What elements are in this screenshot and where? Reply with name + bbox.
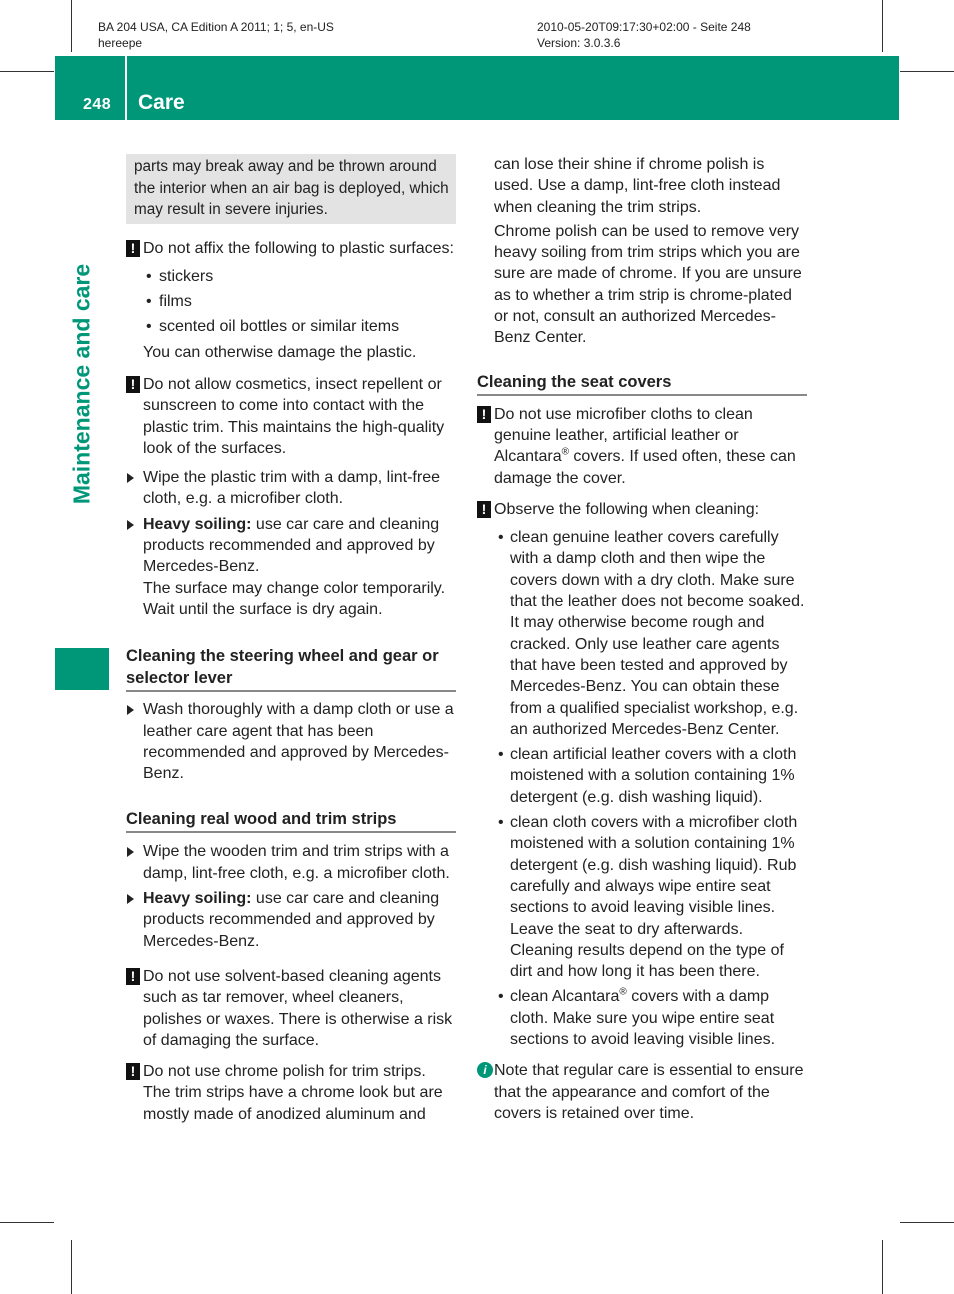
step-label: Heavy soiling: <box>143 890 252 908</box>
list-item: • clean genuine leather covers carefully with a damp cloth and then wipe the covers down with a dry cloth. Make sure that the leather does not become soaked. It may otherwise become rough and cracked. Only use leather care agents that have been tested and approved by Mercedes-Benz. You can obtain these from a qualified specialist workshop, e.g. an authorized Mercedes-Benz Center. <box>498 529 805 738</box>
note-block <box>126 966 456 1051</box>
bullet-icon: • <box>146 318 152 336</box>
band-divider <box>125 56 127 120</box>
note-block <box>477 499 807 520</box>
warning-box: parts may break away and be thrown around the interior when an air bag is deployed, which may result in severe injuries. <box>126 154 456 224</box>
step-result: The surface may change color temporarily. Wait until the surface is dry again. <box>143 579 446 618</box>
registered-mark: ® <box>619 987 627 999</box>
header-edition: BA 204 USA, CA Edition A 2011; 1; 5, en-US <box>98 20 334 34</box>
section-heading: Cleaning the seat covers <box>477 371 807 396</box>
note-block <box>477 404 807 489</box>
list-item: • clean Alcantara® covers with a damp cloth. Make sure you wipe entire seat sections to avoid leaving visible lines. <box>498 987 776 1048</box>
section-band <box>55 56 899 120</box>
step-text: Wipe the plastic trim with a damp, lint-free cloth, e.g. a microfiber cloth. <box>143 469 440 508</box>
section-heading: Cleaning the steering wheel and gear or selector lever <box>126 645 456 692</box>
note-followup: You can otherwise damage the plastic. <box>143 343 417 361</box>
note-text: Do not use microfiber cloths to clean genuine leather, artificial leather or Alcantara <box>494 405 753 466</box>
header-version: Version: 3.0.3.6 <box>537 36 621 50</box>
step-text: Wipe the wooden trim and trim strips with a damp, lint-free cloth, e.g. a microfiber cloth. <box>143 843 450 882</box>
action-step <box>126 888 456 952</box>
crop-mark <box>71 1240 72 1294</box>
arrow-right-icon <box>127 705 134 715</box>
crop-mark <box>900 71 954 72</box>
continued-text: can lose their shine if chrome polish is used. Use a damp, lint-free cloth instead when cleaning the trim strips. <box>494 156 781 216</box>
registered-mark: ® <box>561 446 569 458</box>
page-number: 248 <box>83 96 112 113</box>
crop-mark <box>900 1222 954 1223</box>
exclamation-icon: ! <box>477 501 491 518</box>
note-text: Do not use solvent-based cleaning agents such as tar remover, wheel cleaners, polishes or waxes. There is otherwise a risk of damaging the surface. <box>143 967 453 1049</box>
list-item: • films <box>126 291 456 312</box>
crop-mark <box>882 1240 883 1294</box>
list-item: • clean artificial leather covers with a cloth moistened with a solution containing 1% detergent (e.g. dish washing liquid). <box>498 746 797 806</box>
exclamation-icon: ! <box>126 240 140 257</box>
header-author: hereepe <box>98 36 143 50</box>
action-step <box>126 467 456 510</box>
note-text: Do not allow cosmetics, insect repellent or sunscreen to come into contact with the plastic trim. This maintains the high-quality look of the surfaces. <box>143 375 445 457</box>
list-item: • stickers <box>126 266 456 287</box>
side-tab-marker <box>55 648 109 690</box>
bullet-icon: • <box>498 814 504 832</box>
arrow-right-icon <box>127 847 134 857</box>
header-timestamp: 2010-05-20T09:17:30+02:00 - Seite 248 <box>537 20 751 34</box>
section-title: Care <box>138 91 185 114</box>
action-step <box>126 841 456 884</box>
side-tab-label: Maintenance and care <box>68 263 95 505</box>
note-block <box>126 1061 456 1125</box>
step-label: Heavy soiling: <box>143 515 252 533</box>
note-text: covers. If used often, these can damage the cover. <box>494 448 796 487</box>
step-text: use car care and cleaning products recommended and approved by Mercedes-Benz. <box>143 515 440 576</box>
left-column <box>126 154 456 1125</box>
list-item: • clean cloth covers with a microfiber cloth moistened with a solution containing 1% detergent (e.g. dish washing liquid). Rub carefully and always wipe entire seat sections to avoid leaving visible lines. Leave the seat to dry afterwards. Cleaning results depend on the type of dirt and how long it has been there. <box>498 814 798 981</box>
note-text: Do not affix the following to plastic surfaces: <box>143 239 454 257</box>
paragraph: Chrome polish can be used to remove very heavy soiling from trim strips which you are sure are made of chrome. If you are unsure as to whether a trim strip is chrome-plated or not, consult an authorized Mercedes-Benz Center. <box>494 222 802 347</box>
note-text: Observe the following when cleaning: <box>494 500 760 518</box>
crop-mark <box>882 0 883 52</box>
info-icon: i <box>477 1062 493 1078</box>
bullet-icon: • <box>146 293 152 311</box>
arrow-right-icon <box>127 520 134 530</box>
right-column <box>477 154 807 1124</box>
info-block <box>477 1060 807 1124</box>
bullet-icon: • <box>498 746 504 764</box>
note-block <box>126 374 456 459</box>
crop-mark <box>71 0 72 52</box>
side-tab <box>55 120 109 648</box>
crop-mark <box>0 1222 54 1223</box>
note-block <box>126 238 456 259</box>
bullet-icon: • <box>146 267 152 285</box>
bullet-icon: • <box>498 529 504 547</box>
exclamation-icon: ! <box>126 376 140 393</box>
print-header-left <box>98 19 334 51</box>
action-step <box>126 699 456 784</box>
action-step <box>126 514 456 620</box>
note-text: Do not use chrome polish for trim strips. The trim strips have a chrome look but are mostly made of anodized aluminum and <box>143 1063 443 1123</box>
exclamation-icon: ! <box>126 968 140 985</box>
arrow-right-icon <box>127 473 134 483</box>
bullet-icon: • <box>498 988 504 1006</box>
section-heading: Cleaning real wood and trim strips <box>126 808 456 833</box>
crop-mark <box>0 71 54 72</box>
step-text: use car care and cleaning products recommended and approved by Mercedes-Benz. <box>143 890 440 950</box>
step-text: Wash thoroughly with a damp cloth or use a leather care agent that has been recommended and approved by Mercedes-Benz. <box>143 701 454 783</box>
print-header-right <box>537 19 751 51</box>
info-text: Note that regular care is essential to ensure that the appearance and comfort of the covers is retained over time. <box>494 1062 804 1122</box>
exclamation-icon: ! <box>477 406 491 423</box>
arrow-right-icon <box>127 894 134 904</box>
exclamation-icon: ! <box>126 1063 140 1080</box>
list-item: • scented oil bottles or similar items <box>126 316 456 337</box>
